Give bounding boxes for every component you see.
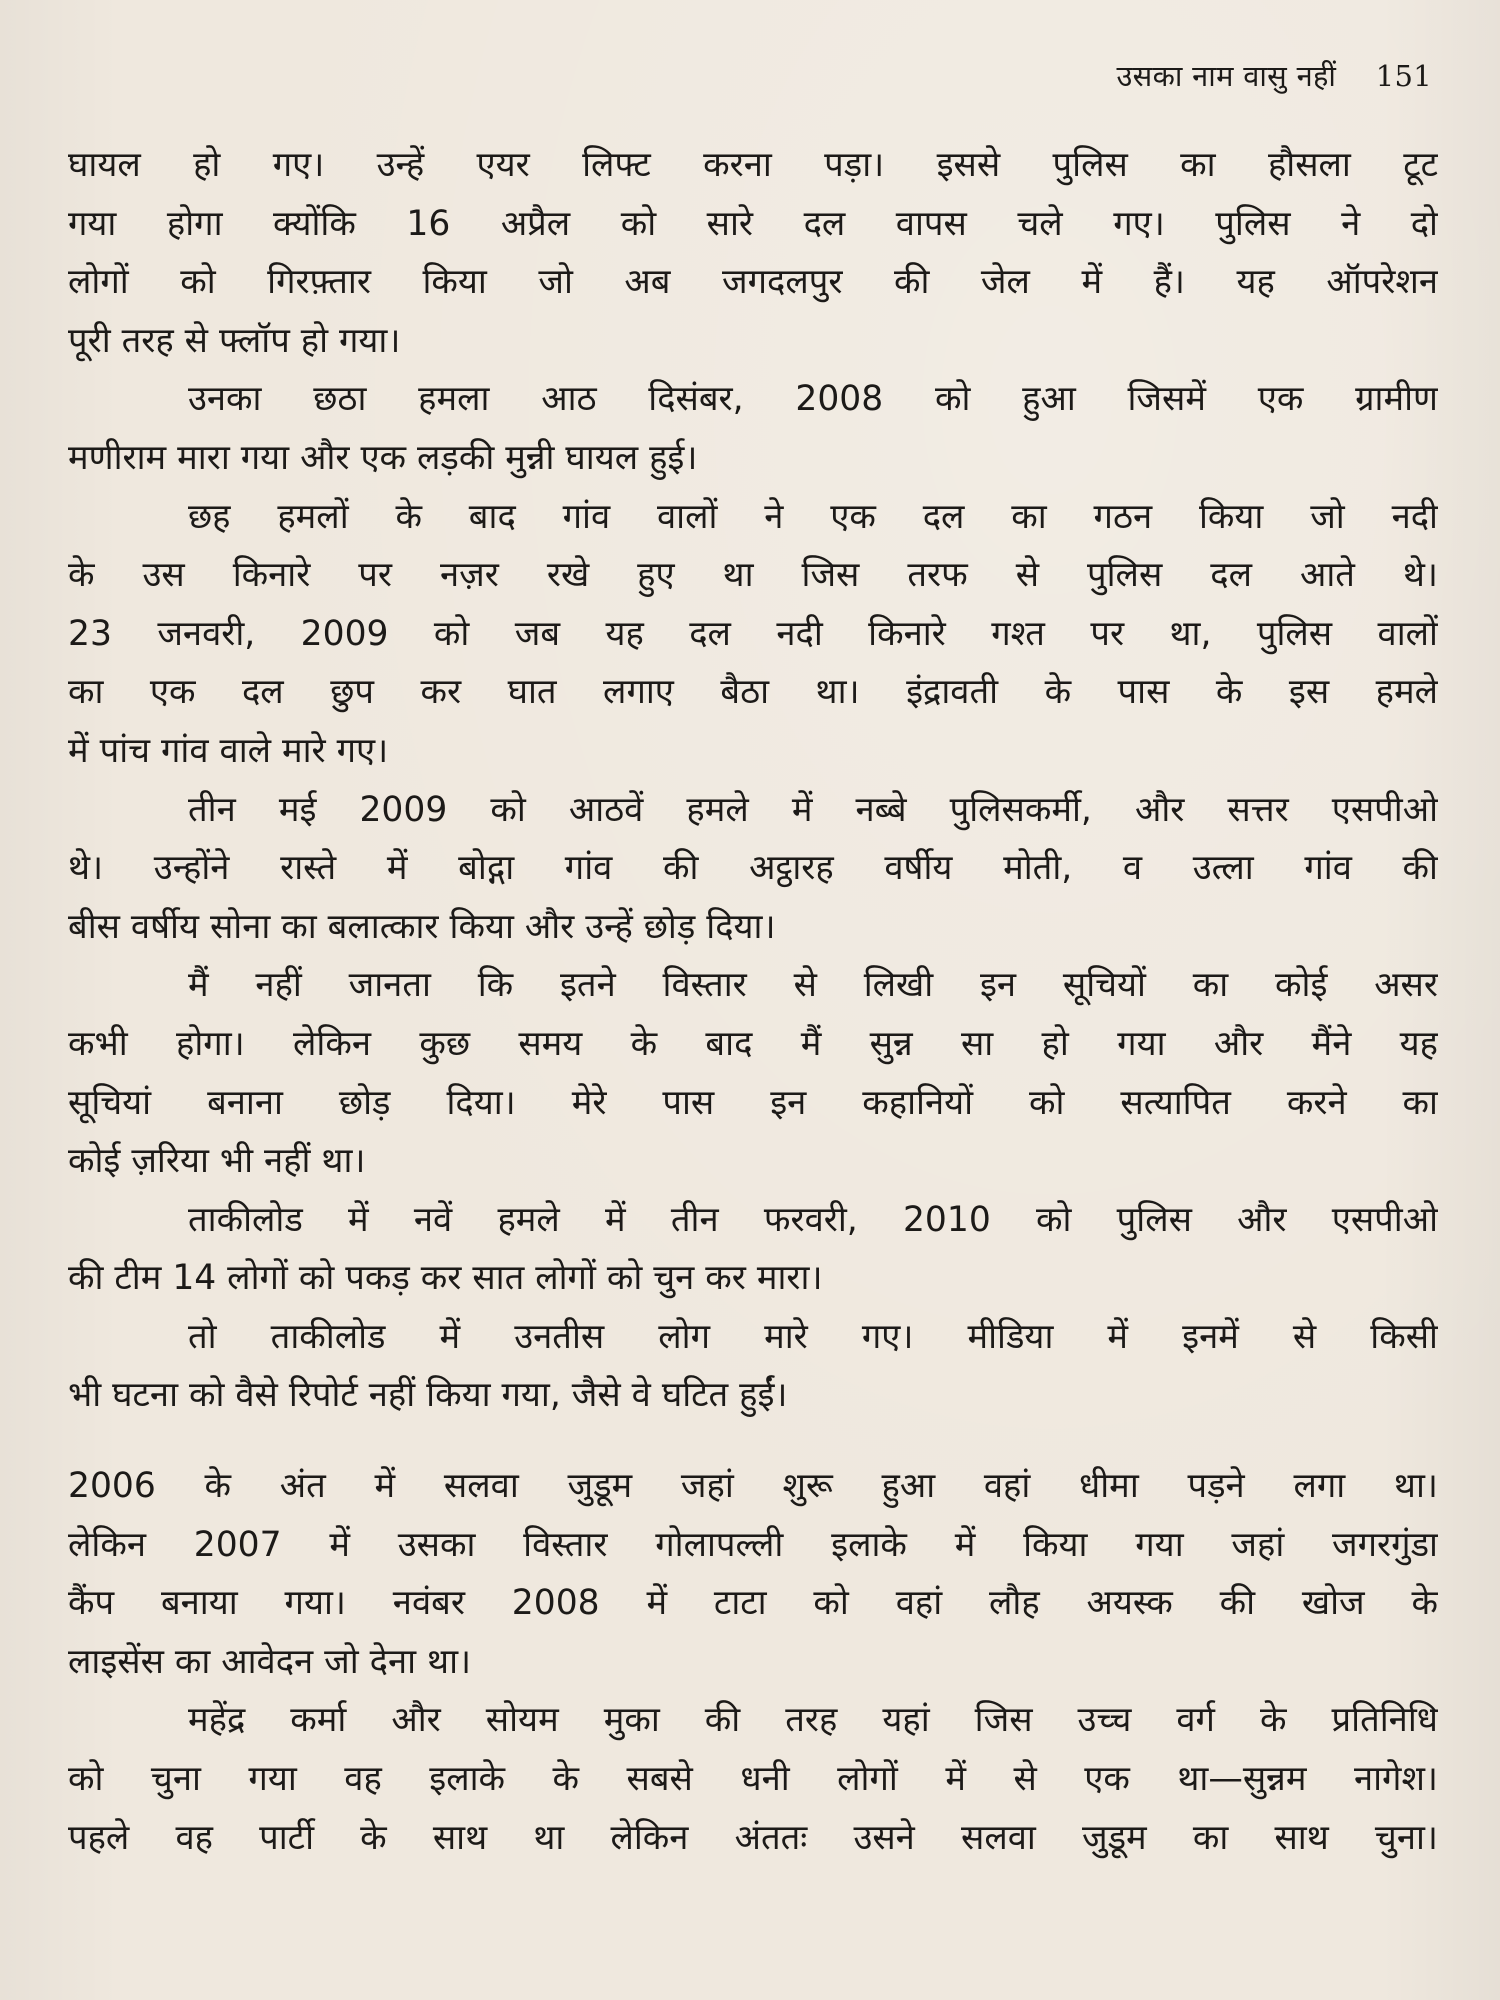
text-line: मैं नहीं जानता कि इतने विस्तार से लिखी इन सूचियों का कोई असर — [188, 965, 1438, 1006]
paragraph — [68, 1308, 1438, 1425]
paragraph — [68, 781, 1438, 957]
text-line: ताकीलोड में नवें हमले में तीन फरवरी, 2010 को पुलिस और एसपीओ — [188, 1199, 1438, 1240]
text-line: उनका छठा हमला आठ दिसंबर, 2008 को हुआ जिसमें एक ग्रामीण — [188, 379, 1438, 420]
text-line: कभी होगा। लेकिन कुछ समय के बाद मैं सुन्न सा हो गया और मैंने यह — [68, 1023, 1438, 1064]
text-line: में पांच गांव वाले मारे गए। — [68, 730, 389, 771]
text-line: के उस किनारे पर नज़र रखे हुए था जिस तरफ से पुलिस दल आते थे। — [68, 555, 1438, 596]
text-line: छह हमलों के बाद गांव वालों ने एक दल का गठन किया जो नदी — [188, 496, 1438, 537]
section-break — [68, 1425, 1438, 1457]
text-line: थे। उन्होंने रास्ते में बोद्गा गांव की अट्ठारह वर्षीय मोती, व उत्ला गांव की — [68, 848, 1438, 889]
text-line: का एक दल छुप कर घात लगाए बैठा था। इंद्रावती के पास के इस हमले — [68, 672, 1438, 713]
paragraph — [68, 1457, 1438, 1691]
paragraph — [68, 956, 1438, 1190]
text-line: 2006 के अंत में सलवा जुडूम जहां शुरू हुआ वहां धीमा पड़ने लगा था। — [68, 1466, 1438, 1507]
text-line: भी घटना को वैसे रिपोर्ट नहीं किया गया, जैसे वे घटित हुईं। — [68, 1375, 788, 1416]
text-line: को चुना गया वह इलाके के सबसे धनी लोगों में से एक था—सुन्नम नागेश। — [68, 1759, 1438, 1800]
text-line: महेंद्र कर्मा और सोयम मुका की तरह यहां जिस उच्च वर्ग के प्रतिनिधि — [188, 1700, 1438, 1741]
paragraph — [68, 136, 1438, 370]
paragraph — [68, 1191, 1438, 1308]
text-line: घायल हो गए। उन्हें एयर लिफ्ट करना पड़ा। इससे पुलिस का हौसला टूट — [68, 145, 1438, 185]
text-line: कैंप बनाया गया। नवंबर 2008 में टाटा को वहां लौह अयस्क की खोज के — [68, 1583, 1438, 1624]
text-line: लोगों को गिरफ़्तार किया जो अब जगदलपुर की जेल में हैं। यह ऑपरेशन — [68, 262, 1438, 303]
text-line: मणीराम मारा गया और एक लड़की मुन्नी घायल हुई। — [68, 437, 698, 478]
body-text — [68, 136, 1438, 1867]
text-line: पहले वह पार्टी के साथ था लेकिन अंततः उसने सलवा जुडूम का साथ चुना। — [68, 1817, 1438, 1858]
text-line: तीन मई 2009 को आठवें हमले में नब्बे पुलिसकर्मी, और सत्तर एसपीओ — [188, 789, 1438, 830]
text-line: की टीम 14 लोगों को पकड़ कर सात लोगों को चुन कर मारा। — [68, 1258, 823, 1299]
paragraph — [68, 1691, 1438, 1867]
text-line: कोई ज़रिया भी नहीं था। — [68, 1141, 366, 1182]
running-head — [1116, 56, 1432, 95]
text-line: सूचियां बनाना छोड़ दिया। मेरे पास इन कहानियों को सत्यापित करने का — [68, 1082, 1438, 1123]
text-line: तो ताकीलोड में उनतीस लोग मारे गए। मीडिया में इनमें से किसी — [188, 1316, 1438, 1357]
chapter-title: उसका नाम वासु नहीं — [1116, 59, 1337, 93]
text-line: बीस वर्षीय सोना का बलात्कार किया और उन्हें छोड़ दिया। — [68, 906, 776, 947]
text-line: लाइसेंस का आवेदन जो देना था। — [68, 1641, 472, 1682]
paragraph — [68, 488, 1438, 781]
text-line: गया होगा क्योंकि 16 अप्रैल को सारे दल वापस चले गए। पुलिस ने दो — [68, 203, 1438, 244]
text-line: 23 जनवरी, 2009 को जब यह दल नदी किनारे गश्त पर था, पुलिस वालों — [68, 613, 1438, 654]
text-line: लेकिन 2007 में उसका विस्तार गोलापल्ली इलाके में किया गया जहां जगरगुंडा — [68, 1524, 1438, 1565]
paragraph — [68, 370, 1438, 487]
page-number: 151 — [1375, 59, 1432, 93]
text-line: पूरी तरह से फ्लॉप हो गया। — [68, 320, 401, 361]
